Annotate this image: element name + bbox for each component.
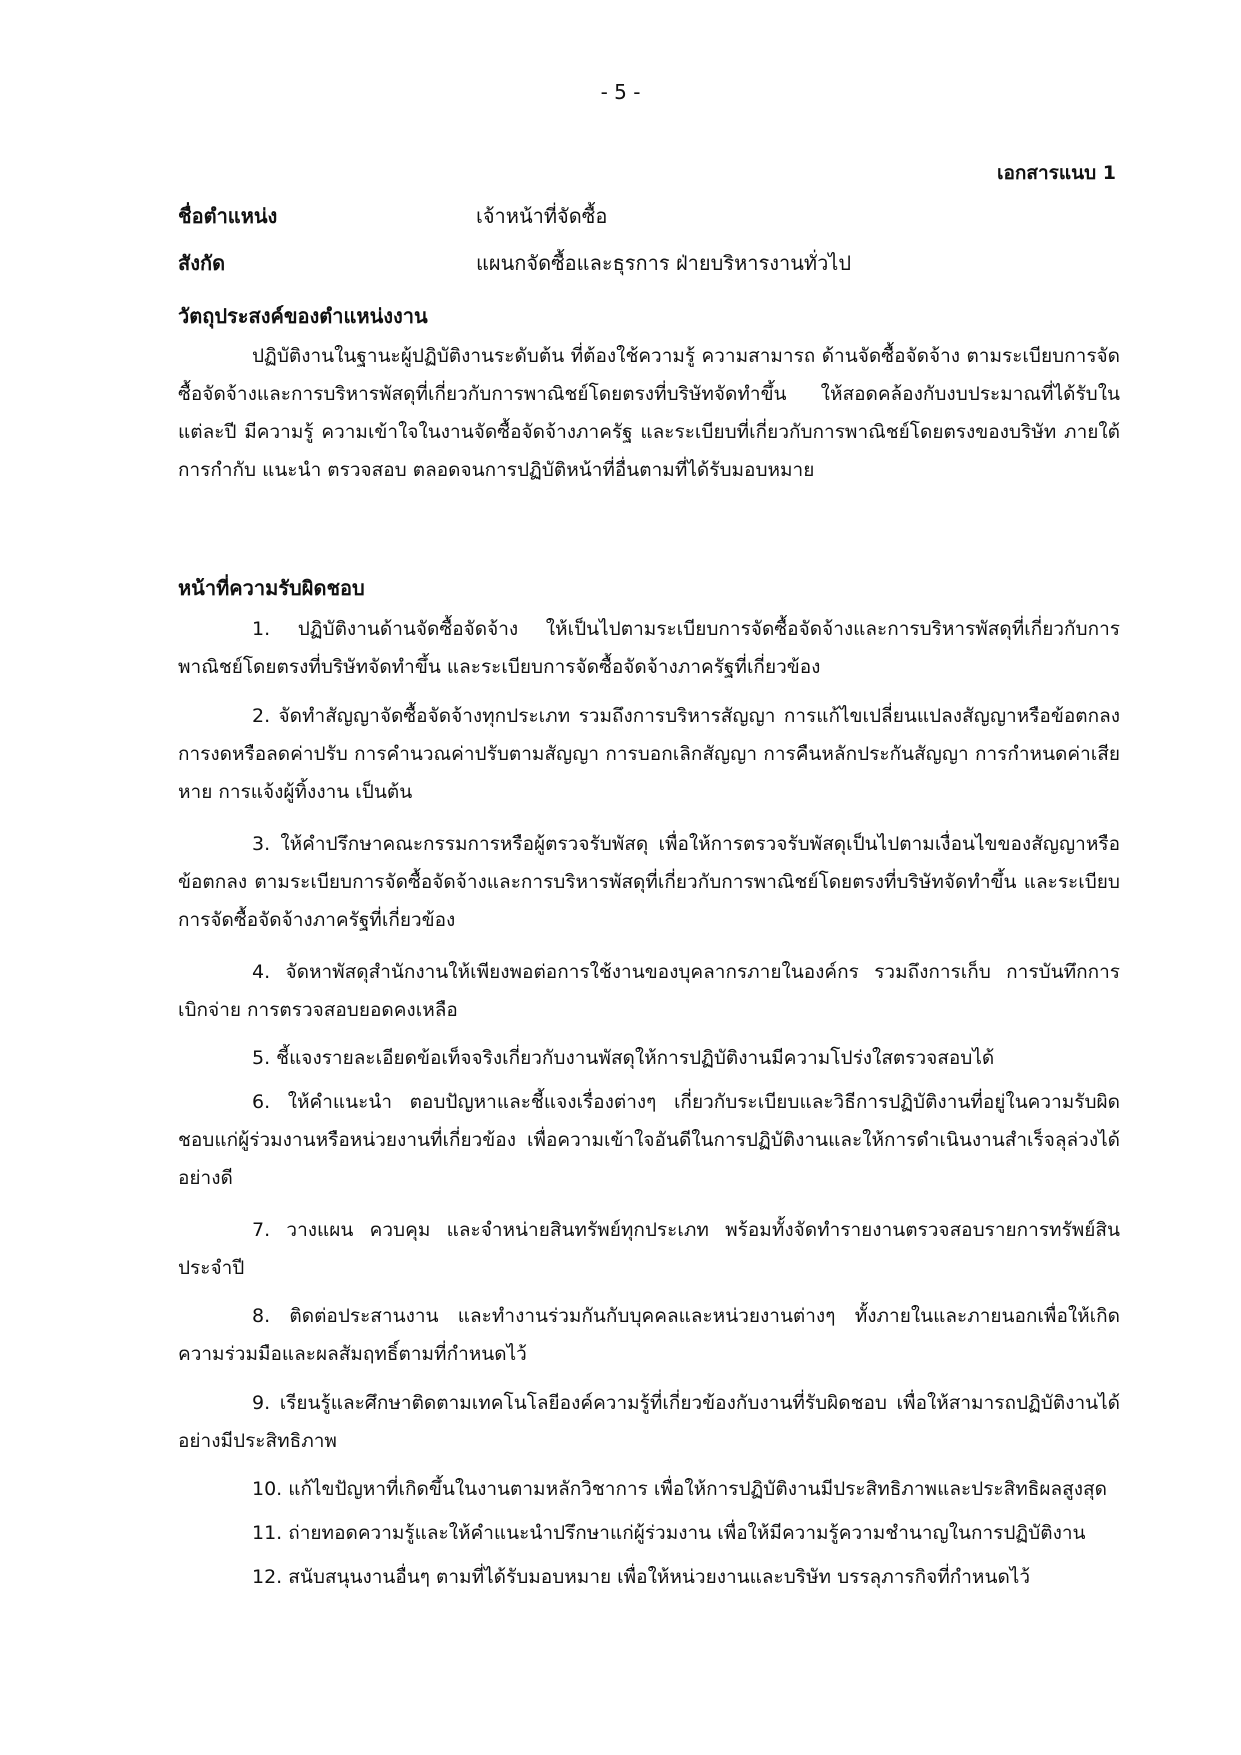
responsibility-item: 5. ชี้แจงรายละเอียดข้อเท็จจริงเกี่ยวกับงานพัสดุให้การปฏิบัติงานมีความโปร่งใสตรวจสอบได้ (252, 1047, 995, 1069)
responsibility-item: 8. ติดต่อประสานงาน และทำงานร่วมกันกับบุคคลและหน่วยงานต่างๆ ทั้งภายในและภายนอกเพื่อให้เกิดความร่วมมือและผลสัมฤทธิ์ตามที่กำหนดไว้ (178, 1305, 1120, 1365)
responsibility-item: 6. ให้คำแนะนำ ตอบปัญหาและชี้แจงเรื่องต่างๆ เกี่ยวกับระเบียบและวิธีการปฏิบัติงานที่อยู่ในความรับผิดชอบแก่ผู้ร่วมงานหรือหน่วยงานที่เกี่ยวข้อง เพื่อความเข้าใจอันดีในการปฏิบัติงานและให้การดำเนินงานสำเร็จลุล่วงได้อย่างดี (178, 1091, 1120, 1189)
responsibility-item: 12. สนับสนุนงานอื่นๆ ตามที่ได้รับมอบหมาย เพื่อให้หน่วยงานและบริษัท บรรลุภารกิจที่กำหนดไว้ (252, 1566, 1031, 1588)
responsibility-item: 9. เรียนรู้และศึกษาติดตามเทคโนโลยีองค์ความรู้ที่เกี่ยวข้องกับงานที่รับผิดชอบ เพื่อให้สามารถปฏิบัติงานได้อย่างมีประสิทธิภาพ (178, 1392, 1120, 1452)
responsibility-item: 2. จัดทำสัญญาจัดซื้อจัดจ้างทุกประเภท รวมถึงการบริหารสัญญา การแก้ไขเปลี่ยนแปลงสัญญาหรือข้อตกลง การงดหรือลดค่าปรับ การคำนวณค่าปรับตามสัญญา การบอกเลิกสัญญา การคืนหลักประกันสัญญา การกำหนดค่าเสียหาย การแจ้งผู้ทิ้งงาน เป็นต้น (178, 705, 1120, 803)
responsibility-item: 4. จัดหาพัสดุสำนักงานให้เพียงพอต่อการใช้งานของบุคลากรภายในองค์กร รวมถึงการเก็บ การบันทึกการเบิกจ่าย การตรวจสอบยอดคงเหลือ (178, 961, 1120, 1021)
responsibility-item: 7. วางแผน ควบคุม และจำหน่ายสินทรัพย์ทุกประเภท พร้อมทั้งจัดทำรายงานตรวจสอบรายการทรัพย์สินประจำปี (178, 1219, 1120, 1279)
responsibilities-heading: หน้าที่ความรับผิดชอบ (178, 576, 365, 600)
affiliation-value: แผนกจัดซื้อและธุรการ ฝ่ายบริหารงานทั่วไป (476, 251, 852, 275)
affiliation-label: สังกัด (178, 251, 226, 275)
responsibility-item: 1. ปฏิบัติงานด้านจัดซื้อจัดจ้าง ให้เป็นไปตามระเบียบการจัดซื้อจัดจ้างและการบริหารพัสดุที่เกี่ยวกับการพาณิชย์โดยตรงที่บริษัทจัดทำขึ้น และระเบียบการจัดซื้อจัดจ้างภาครัฐที่เกี่ยวข้อง (178, 618, 1120, 678)
position-label: ชื่อตำแหน่ง (178, 204, 278, 228)
responsibility-item: 11. ถ่ายทอดความรู้และให้คำแนะนำปรึกษาแก่ผู้ร่วมงาน เพื่อให้มีความรู้ความชำนาญในการปฏิบัติงาน (252, 1522, 1086, 1544)
objective-paragraph: ปฏิบัติงานในฐานะผู้ปฏิบัติงานระดับต้น ที่ต้องใช้ความรู้ ความสามารถ ด้านจัดซื้อจัดจ้าง ตามระเบียบการจัดซื้อจัดจ้างและการบริหารพัสดุที่เกี่ยวกับการพาณิชย์โดยตรงที่บริษัทจัดทำขึ้น ให้สอดคล้องกับงบประมาณที่ได้รับในแต่ละปี มีความรู้ ความเข้าใจในงานจัดซื้อจัดจ้างภาครัฐ และระเบียบที่เกี่ยวกับการพาณิชย์โดยตรงของบริษัท ภายใต้การกำกับ แนะนำ ตรวจสอบ ตลอดจนการปฏิบัติหน้าที่อื่นตามที่ได้รับมอบหมาย (178, 345, 1120, 481)
page-number: - 5 - (600, 80, 641, 104)
objective-heading: วัตถุประสงค์ของตำแหน่งงาน (178, 304, 428, 328)
position-value: เจ้าหน้าที่จัดซื้อ (476, 204, 608, 228)
attachment-label: เอกสารแนบ 1 (996, 162, 1116, 184)
responsibility-item: 10. แก้ไขปัญหาที่เกิดขึ้นในงานตามหลักวิชาการ เพื่อให้การปฏิบัติงานมีประสิทธิภาพและประสิทธิผลสูงสุด (252, 1478, 1107, 1500)
responsibility-item: 3. ให้คำปรึกษาคณะกรรมการหรือผู้ตรวจรับพัสดุ เพื่อให้การตรวจรับพัสดุเป็นไปตามเงื่อนไขของสัญญาหรือข้อตกลง ตามระเบียบการจัดซื้อจัดจ้างและการบริหารพัสดุที่เกี่ยวกับการพาณิชย์โดยตรงที่บริษัทจัดทำขึ้น และระเบียบการจัดซื้อจัดจ้างภาครัฐที่เกี่ยวข้อง (178, 833, 1120, 931)
